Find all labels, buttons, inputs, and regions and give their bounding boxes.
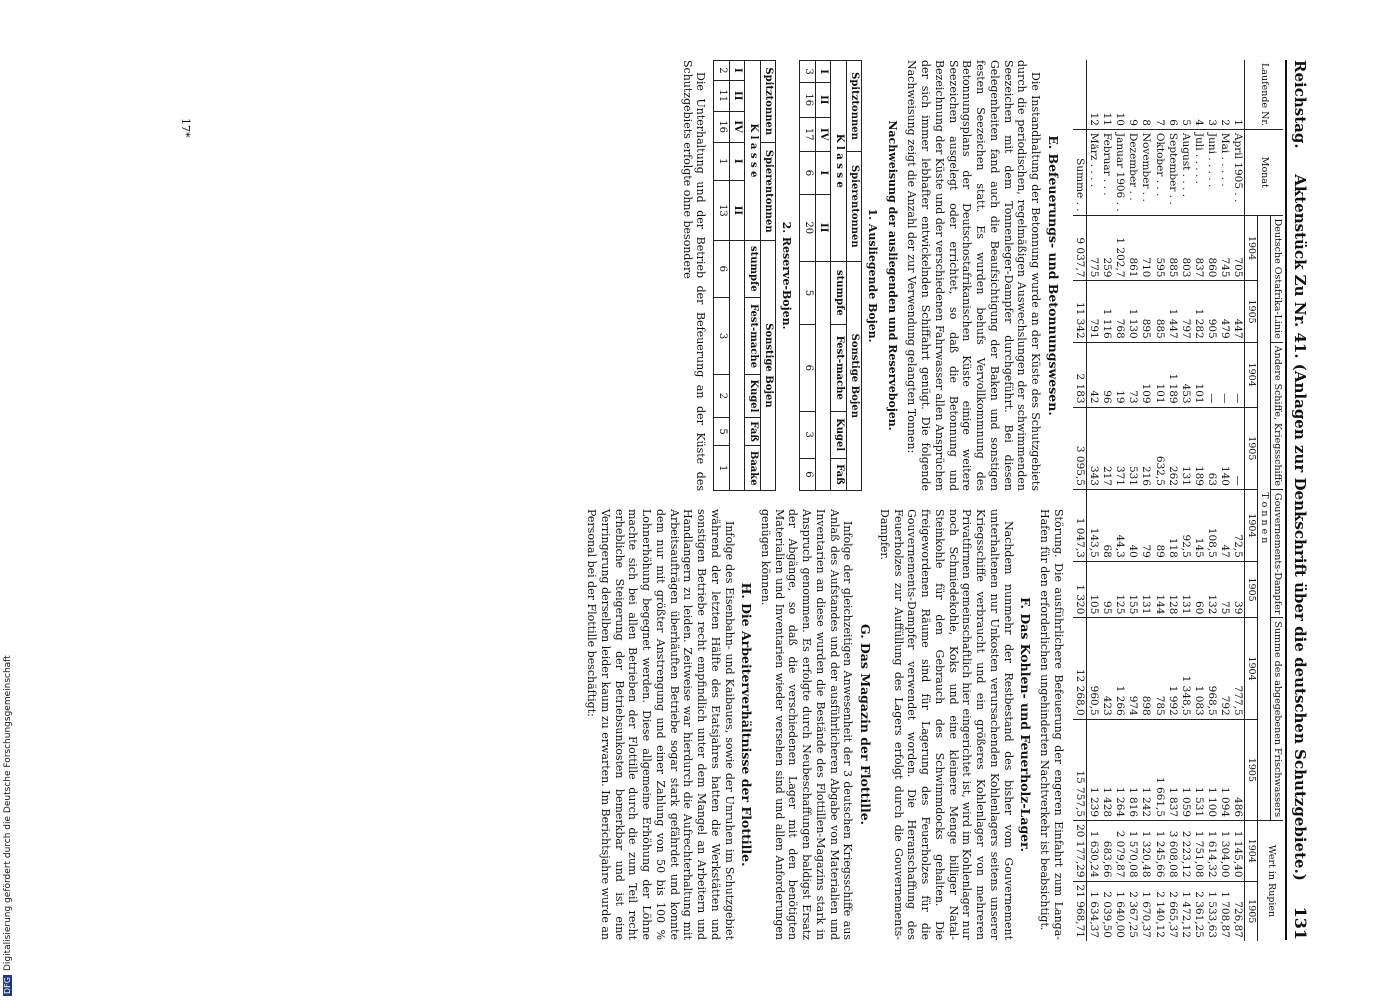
value-cell: 89 xyxy=(1153,489,1166,561)
value-cell: 40 xyxy=(1126,489,1139,561)
value-cell: 423 xyxy=(1100,618,1113,719)
th-fass: Faß xyxy=(831,458,847,490)
value-cell: 118 xyxy=(1166,489,1179,561)
month-cell: Juni . . . . . xyxy=(1205,129,1218,215)
value-cell: 92,5 xyxy=(1179,489,1192,561)
value-cell: 13 xyxy=(714,180,730,240)
sum-cell: 11 342 xyxy=(1073,281,1087,342)
sum-cell: 15 757,5 xyxy=(1073,719,1087,820)
section-g-paragraph: Infolge der gleichzeitigen Anwesenheit der 3 deutschen Kriegsschiffe aus Anlaß des Aufstandes und der ausführlicheren Abgabe von Materialien und Inventarien an diese wurden die Bestände des Flottillen-Magazins stark in Anspruch genommen. Es erfolgte durch Neubeschaffungen baldigst Ersatz der Abgänge, so daß die verschiedenen Lager mit den benötigten Materialien und Inventarien wieder versehen sind und allen Anforderungen genügen können. xyxy=(759,509,855,940)
sum-cell: 3 095,5 xyxy=(1073,407,1087,489)
value-cell: 63 xyxy=(1205,407,1218,489)
value-cell: 2 367,25 xyxy=(1126,881,1139,941)
value-cell: 1 630,24 xyxy=(1086,821,1100,881)
value-cell: 108,5 xyxy=(1205,489,1218,561)
year-header: 1905 xyxy=(1245,561,1258,618)
month-cell: Oktober . . . xyxy=(1153,129,1166,215)
th-spieren: Spierentonnen xyxy=(760,142,776,240)
year-header: 1904 xyxy=(1245,618,1258,719)
year-header: 1904 xyxy=(1245,342,1258,407)
value-cell: 5 xyxy=(714,417,730,446)
klasse-cell: I xyxy=(729,142,745,180)
th-baake: Baake xyxy=(745,446,761,491)
value-cell: 1 264 xyxy=(1113,719,1126,820)
left-column xyxy=(581,60,1064,491)
klasse-cell: I xyxy=(815,151,831,194)
value-cell: 453 xyxy=(1179,342,1192,407)
table-row xyxy=(1192,60,1205,941)
table-row xyxy=(1113,60,1126,941)
th-klasse: K l a s s e xyxy=(831,61,847,262)
value-cell: 371 xyxy=(1113,407,1126,489)
year-header: 1905 xyxy=(1245,407,1258,489)
sum-cell: 21 968,71 xyxy=(1073,881,1087,941)
value-cell: 1 282 xyxy=(1192,281,1205,342)
month-cell: Februar . . . xyxy=(1100,129,1113,215)
th-stumpfe: stumpfe xyxy=(745,240,761,297)
value-cell: 1 245,66 xyxy=(1153,821,1166,881)
table-row xyxy=(1086,60,1100,941)
value-cell: 16 xyxy=(714,111,730,142)
sum-cell: 1 047,3 xyxy=(1073,489,1087,561)
value-cell: 710 xyxy=(1139,215,1152,281)
group-header: Summe des abgegebenen Frischwassers xyxy=(1271,618,1283,821)
value-cell: 3 xyxy=(714,297,730,374)
month-cell: Mai . . . . . xyxy=(1218,129,1231,215)
header-left: Reichstag. xyxy=(1290,60,1309,149)
section-e-continuation: Störung. Die ausführlichere Befeuerung der engeren Einfahrt zum Langa-Hafen für den erforderlichen ungehinderten Nachtverkehr ist beabsichtigt. xyxy=(1038,509,1065,940)
value-cell: 803 xyxy=(1179,215,1192,281)
th-klasse: K l a s s e xyxy=(745,61,761,241)
year-header: 1904 xyxy=(1245,489,1258,561)
page-header xyxy=(1285,60,1310,940)
value-cell: 2 xyxy=(714,375,730,417)
klasse-cell: II xyxy=(729,180,745,240)
section-e-paragraph-2: Die Unterhaltung und der Betrieb der Befeuerung an der Küste des Schutzgebiets erfolgte ohne besondere xyxy=(680,60,708,491)
value-cell: 17 xyxy=(800,117,816,151)
tonnen-header: T o n n e n xyxy=(1258,215,1271,820)
table-row xyxy=(1166,60,1179,941)
sum-cell: 9 037,7 xyxy=(1073,215,1087,281)
value-cell: 1 100 xyxy=(1205,719,1218,820)
value-cell: 189 xyxy=(1192,407,1205,489)
table-body xyxy=(1073,60,1245,941)
row-number: 6 xyxy=(1166,119,1179,126)
value-cell: 95 xyxy=(1100,561,1113,618)
value-cell: — xyxy=(1231,407,1245,489)
value-cell: 128 xyxy=(1166,561,1179,618)
text-columns xyxy=(581,60,1064,940)
klasse-cell: IV xyxy=(729,111,745,142)
row-number: 5 xyxy=(1179,119,1192,126)
value-cell: 145 xyxy=(1192,489,1205,561)
row-number: 8 xyxy=(1140,119,1153,126)
table-row xyxy=(1139,60,1152,941)
th-sonstige: Sonstige Bojen xyxy=(846,261,862,490)
empty-cell xyxy=(1073,60,1087,129)
value-cell: 486 xyxy=(1231,719,1245,820)
value-cell: 73 xyxy=(1126,342,1139,407)
value-cell: 1 708,87 xyxy=(1218,881,1231,941)
digitization-note xyxy=(3,0,13,996)
klasse-cell: I xyxy=(815,61,831,83)
value-cell: 1 992 xyxy=(1166,618,1179,719)
value-cell: 1 428 xyxy=(1100,719,1113,820)
value-cell: 1 083 xyxy=(1192,618,1205,719)
month-cell: März . . . . xyxy=(1086,129,1100,215)
value-cell: 6 xyxy=(800,151,816,194)
klasse-cell: IV xyxy=(815,117,831,151)
value-cell: 960,5 xyxy=(1086,618,1100,719)
value-cell: 6 xyxy=(714,240,730,297)
value-cell: 3 xyxy=(800,411,816,458)
sum-cell: 12 268,0 xyxy=(1073,618,1087,719)
table-row xyxy=(1126,60,1139,941)
value-cell: 132 xyxy=(1205,561,1218,618)
value-cell: 974 xyxy=(1126,618,1139,719)
value-cell: 259 xyxy=(1100,215,1113,281)
value-cell: 1 531 xyxy=(1192,719,1205,820)
value-cell: 3 xyxy=(800,61,816,83)
value-cell: 1 202,7 xyxy=(1113,215,1126,281)
month-cell: September . . xyxy=(1166,129,1179,215)
value-cell: 1 239 xyxy=(1086,719,1100,820)
value-cell: — xyxy=(1205,342,1218,407)
value-cell: 1 145,40 xyxy=(1231,821,1245,881)
value-cell: 216 xyxy=(1139,407,1152,489)
value-cell: 2 223,12 xyxy=(1179,821,1192,881)
col-nr-header: Laufende Nr. xyxy=(1245,60,1283,129)
value-cell: 1 447 xyxy=(1166,281,1179,342)
th-spitz: Spitztonnen xyxy=(760,61,776,143)
value-cell: 1 189 xyxy=(1166,342,1179,407)
year-header: 1905 xyxy=(1245,281,1258,342)
value-cell: 905 xyxy=(1205,281,1218,342)
buoy-table-2 xyxy=(713,60,776,491)
group-header: Wert in Rupien xyxy=(1258,821,1283,941)
group-header: Gouvernements-Dampfer xyxy=(1271,489,1283,617)
month-cell: April 1905 . . xyxy=(1231,129,1245,215)
value-cell: 20 xyxy=(800,194,816,261)
value-cell: 42 xyxy=(1086,342,1100,407)
section-h-paragraph: Infolge des Eisenbahn- und Kaibaues, sowie der Unruhen im Schutzgebiet während der letzten Hälfte des Etatsjahres hatten die Werkstätten und sonstigen Betriebe recht empfindlich unter dem Mangel an Arbeitern und Handlangern zu leiden. Zeitweise war hierdurch die Aufrechterhaltung mit Arbeitsaufträgen überhäuften Betriebe sogar stark gefährdet und konnte dem nur mit größter Anstrengung und einer Zahlung von 50 bis 100 % Lohnerhöhung begegnet werden. Diese allgemeine Erhöhung der Löhne machte sich bei allen Betrieben der Flottille durch die zum Teil recht erhebliche Steigerung der Betriebsunkosten bemerkbar und ist eine Verringerung derselben leider kaum zu erwarten. Im Berichtsjahre wurde an Personal bei der Flottille beschäftigt: xyxy=(585,509,736,940)
page-number: 131 xyxy=(1291,906,1310,940)
value-cell: 885 xyxy=(1166,215,1179,281)
row-number: 11 xyxy=(1101,112,1114,126)
year-header: 1904 xyxy=(1245,215,1258,281)
year-header: 1904 xyxy=(1245,821,1258,881)
value-cell: 217 xyxy=(1100,407,1113,489)
value-cell: 155 xyxy=(1126,561,1139,618)
value-cell: 109 xyxy=(1139,342,1152,407)
row-number: 4 xyxy=(1193,119,1205,126)
th-sonstige: Sonstige Bojen xyxy=(760,240,776,490)
value-cell: 140 xyxy=(1218,407,1231,489)
row-number: 3 xyxy=(1206,119,1219,126)
value-cell: 1 472,12 xyxy=(1179,881,1192,941)
value-cell: 19 xyxy=(1113,342,1126,407)
value-cell: 144 xyxy=(1153,561,1166,618)
row-number: 1 xyxy=(1232,119,1245,126)
sum-label: Summe . . xyxy=(1073,129,1087,215)
value-cell: 895 xyxy=(1139,281,1152,342)
value-cell: 860 xyxy=(1205,215,1218,281)
table-row xyxy=(1205,60,1218,941)
value-cell: 6 xyxy=(800,325,816,411)
value-cell: 632,5 xyxy=(1153,407,1166,489)
value-cell: 792 xyxy=(1218,618,1231,719)
value-cell: 898 xyxy=(1139,618,1152,719)
sum-cell: 20 177,29 xyxy=(1073,821,1087,881)
rotated-page-content xyxy=(90,60,1310,940)
row-number: 9 xyxy=(1127,119,1140,126)
section-h-title: H. Die Arbeiterverhältnisse der Flottille. xyxy=(739,582,755,867)
value-cell: 131 xyxy=(1179,407,1192,489)
row-number: 7 xyxy=(1153,119,1166,126)
value-cell: 726,87 xyxy=(1231,881,1245,941)
year-header: 1905 xyxy=(1245,719,1258,820)
value-cell: 1 570,08 xyxy=(1126,821,1139,881)
value-cell: 1 320,48 xyxy=(1139,821,1152,881)
value-cell: 1 xyxy=(714,142,730,180)
klasse-cell: I xyxy=(729,61,745,81)
digitization-text: Digitalisierung gefördert durch die Deutsche Forschungsgemeinschaft xyxy=(3,655,13,972)
section-f-paragraph: Nachdem nunmehr der Restbestand des bisher vom Gouvernement unterhaltenen nur Unkosten verursachenden Kohlenlagers seitens unserer Kriegsschiffe verbraucht und ein größeres Kohlenlager von mehreren Privatfirmen gemeinschaftlich hier eingerichtet ist, wird im Kohlenlager nur noch Schmiedekohle, Koks und eine kleinere Menge billiger Natal-Steinkohle für den Gebrauch des Schwimmdocks gehalten. Die freigewordenen Räume sind für Lagerung des Feuerholzes für die Gouvernements-Dampfer verwendet worden. Die Heranschaffung des Feuerholzes zur Auffüllung des Lagers erfolgt durch die Gouvernements-Dampfer. xyxy=(877,509,1015,940)
value-cell: 75 xyxy=(1218,561,1231,618)
value-cell: 6 xyxy=(800,458,816,490)
value-cell: 968,5 xyxy=(1205,618,1218,719)
th-festmache: Fest-mache xyxy=(745,297,761,374)
value-cell: 1 634,37 xyxy=(1086,881,1100,941)
value-cell: 47 xyxy=(1218,489,1231,561)
th-kugel: Kugel xyxy=(831,411,847,458)
klasse-cell: II xyxy=(815,194,831,261)
th-festmache: Fest-mache xyxy=(831,325,847,411)
value-cell: 39 xyxy=(1231,561,1245,618)
value-cell: 768 xyxy=(1113,281,1126,342)
col-monat-header: Monat xyxy=(1245,129,1283,215)
value-cell: 1 751,08 xyxy=(1192,821,1205,881)
water-supply-table xyxy=(1073,60,1283,941)
right-column xyxy=(581,509,1064,940)
value-cell: 683,66 xyxy=(1100,821,1113,881)
month-cell: August . . . . xyxy=(1179,129,1192,215)
sum-cell: 1 320 xyxy=(1073,561,1087,618)
value-cell: 1 242 xyxy=(1139,719,1152,820)
signature-mark: 17* xyxy=(179,118,192,138)
section-e-title: E. Befeuerungs- und Betonnungswesen. xyxy=(1045,135,1061,416)
value-cell: 96 xyxy=(1100,342,1113,407)
row-number: 2 xyxy=(1219,119,1232,126)
value-cell: 1 661,5 xyxy=(1153,719,1166,820)
sum-row xyxy=(1073,60,1087,941)
value-cell: 479 xyxy=(1218,281,1231,342)
table-row xyxy=(1153,60,1166,941)
value-cell: 101 xyxy=(1192,342,1205,407)
month-cell: Juli . . . . . xyxy=(1192,129,1205,215)
value-cell: 131 xyxy=(1139,561,1152,618)
section-g-title: G. Das Magazin der Flottille. xyxy=(858,623,874,825)
value-cell: — xyxy=(1231,342,1245,407)
month-cell: November . . xyxy=(1139,129,1152,215)
value-cell: 60 xyxy=(1192,561,1205,618)
value-cell: 1 670,37 xyxy=(1139,881,1152,941)
value-cell: 1 640,00 xyxy=(1113,881,1126,941)
table-row xyxy=(1231,60,1245,941)
value-cell: 791 xyxy=(1086,281,1100,342)
value-cell: 1 094 xyxy=(1218,719,1231,820)
th-fass: Faß xyxy=(745,417,761,446)
value-cell: 1 130 xyxy=(1126,281,1139,342)
value-cell: 775 xyxy=(1086,215,1100,281)
sum-cell: 2 183 xyxy=(1073,342,1087,407)
value-cell: 1 266 xyxy=(1113,618,1126,719)
value-cell: 105 xyxy=(1086,561,1100,618)
value-cell: 72,5 xyxy=(1231,489,1245,561)
klasse-cell: II xyxy=(815,83,831,117)
month-cell: Dezember . . xyxy=(1126,129,1139,215)
section-e-paragraph: Die Instandhaltung der Betonnung wurde an der Küste des Schutzgebiets durch die periodischen, regelmäßigen Auswechslungen der schwimmenden Seezeichen mit dem Tonnenleger-Dampfer durchgeführt. Bei diesen Gelegenheiten fand auch die Beaufsichtigung der Baken und sonstigen festen Seezeichen statt. Es wurden behufs Vervollkommnung des Betonnungsplans der Deutschostafrikanischen Küste einige weitere Seezeichen ausgelegt oder errichtet, so daß die Betonnung und Bezeichnung der Küste und der verschiedenen Fahrwasser allen Ansprüchen der sich immer lebhafter entwickelnden Schiffahrt genügt. Die folgende Nachweisung zeigt die Anzahl der zur Verwendung gelangten Tonnen: xyxy=(905,60,1043,491)
value-cell: 447 xyxy=(1231,281,1245,342)
value-cell: 1 304,00 xyxy=(1218,821,1231,881)
klasse-cell: II xyxy=(729,80,745,111)
value-cell: 131 xyxy=(1179,561,1192,618)
value-cell: 1 059 xyxy=(1179,719,1192,820)
value-cell: 16 xyxy=(800,83,816,117)
value-cell: 1 837 xyxy=(1166,719,1179,820)
value-cell: 2 xyxy=(714,61,730,81)
value-cell: 1 348,5 xyxy=(1179,618,1192,719)
year-header: 1905 xyxy=(1245,881,1258,941)
value-cell: 2 361,25 xyxy=(1192,881,1205,941)
value-cell: 11 xyxy=(714,80,730,111)
value-cell: 3 608,08 xyxy=(1166,821,1179,881)
value-cell: 2 665,37 xyxy=(1166,881,1179,941)
header-title: Aktenstück Zu Nr. 41. (Anlagen zur Denkschrift über die deutschen Schutzgebiete.) xyxy=(1290,174,1309,881)
value-cell: 595 xyxy=(1153,215,1166,281)
value-cell: 1 xyxy=(714,446,730,491)
value-cell: 705 xyxy=(1231,215,1245,281)
th-spitz: Spitztonnen xyxy=(846,61,862,152)
value-cell: 1 533,63 xyxy=(1205,881,1218,941)
value-cell: 885 xyxy=(1153,281,1166,342)
group-header: Andere Schiffe, Kriegsschiffe xyxy=(1271,342,1283,489)
value-cell: 79 xyxy=(1139,489,1152,561)
th-kugel: Kugel xyxy=(745,375,761,417)
table-row xyxy=(1100,60,1113,941)
value-cell: 837 xyxy=(1192,215,1205,281)
value-cell: 1 614,32 xyxy=(1205,821,1218,881)
value-cell: 2 140,12 xyxy=(1153,881,1166,941)
value-cell: 1 116 xyxy=(1100,281,1113,342)
nachweisung-title: Nachweisung der ausliegenden und Reservebojen. xyxy=(885,120,899,431)
value-cell: 777,5 xyxy=(1231,618,1245,719)
value-cell: 797 xyxy=(1179,281,1192,342)
value-cell: 143,5 xyxy=(1086,489,1100,561)
row-number: 10 xyxy=(1114,112,1127,126)
row-number: 12 xyxy=(1088,112,1100,126)
value-cell: 343 xyxy=(1086,407,1100,489)
value-cell: 44,3 xyxy=(1113,489,1126,561)
value-cell: 262 xyxy=(1166,407,1179,489)
table-row xyxy=(1218,60,1231,941)
subsection-title: 2. Reserve-Bojen. xyxy=(780,221,794,330)
dfg-logo: DFG xyxy=(3,977,12,994)
th-stumpfe: stumpfe xyxy=(831,261,847,324)
table-row xyxy=(1179,60,1192,941)
value-cell: 68 xyxy=(1100,489,1113,561)
subsection-title: 1. Ausliegende Bojen. xyxy=(865,208,879,343)
value-cell: 531 xyxy=(1126,407,1139,489)
month-cell: Januar 1906 . . xyxy=(1113,129,1126,215)
buoy-table-1 xyxy=(799,60,862,491)
value-cell: — xyxy=(1218,342,1231,407)
value-cell: 2 039,50 xyxy=(1100,881,1113,941)
value-cell: 101 xyxy=(1153,342,1166,407)
value-cell: 1 816 xyxy=(1126,719,1139,820)
th-spieren: Spierentonnen xyxy=(846,151,862,261)
value-cell: 125 xyxy=(1113,561,1126,618)
value-cell: 745 xyxy=(1218,215,1231,281)
section-f-title: F. Das Kohlen- und Feuerholz-Lager. xyxy=(1018,597,1034,852)
value-cell: 785 xyxy=(1153,618,1166,719)
value-cell: 5 xyxy=(800,261,816,324)
value-cell: 2 079,87 xyxy=(1113,821,1126,881)
group-header: Deutsche Ostafrika-Linie xyxy=(1271,215,1283,342)
value-cell: 861 xyxy=(1126,215,1139,281)
